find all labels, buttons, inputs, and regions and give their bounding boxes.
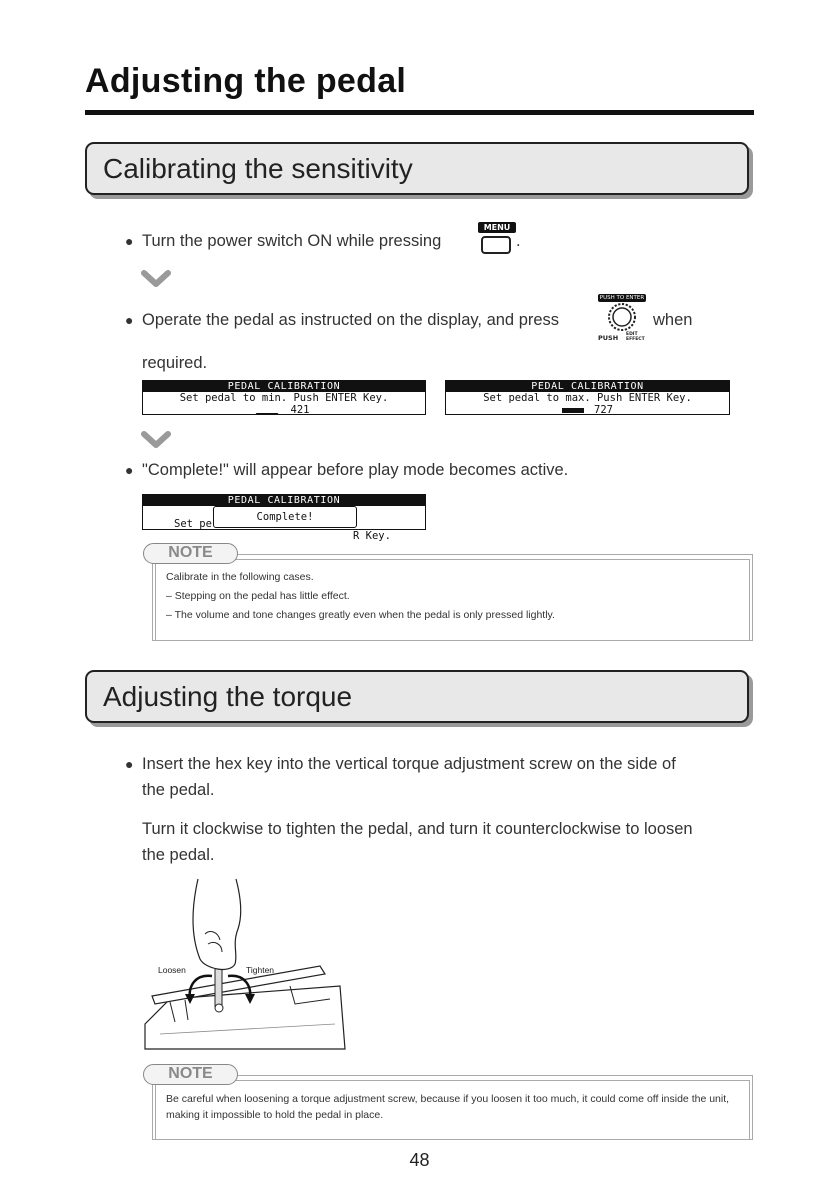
knob-push-label: PUSH: [598, 334, 619, 342]
step-text-line: the pedal.: [142, 781, 215, 799]
knob-dial-icon: [598, 302, 650, 332]
bullet-icon: ●: [125, 462, 134, 478]
note-content: [155, 559, 750, 641]
note-badge: NOTE: [143, 1064, 238, 1085]
page-number: 48: [409, 1150, 430, 1170]
step-text: Turn the power switch ON while pressing: [142, 232, 442, 250]
knob-top-label: PUSH TO ENTER: [599, 295, 645, 301]
enter-knob-icon: [598, 294, 650, 348]
bullet-icon: ●: [125, 756, 134, 772]
section-title: Calibrating the sensitivity: [103, 153, 413, 184]
note-box-torque: [152, 1076, 753, 1140]
page-title: Adjusting the pedal: [85, 62, 407, 100]
lcd-value-row: [446, 404, 729, 416]
lcd-value: 727: [594, 404, 613, 416]
torque-illustration: [140, 874, 350, 1054]
lcd-header: PEDAL CALIBRATION: [446, 381, 729, 392]
section-header-calibrating: [85, 142, 749, 195]
note-line: Calibrate in the following cases.: [166, 571, 314, 583]
lcd-instruction: Set pedal to max. Push ENTER Key.: [483, 392, 692, 404]
chevron-down-icon: [141, 431, 171, 449]
pedal-hand-drawing: [140, 874, 350, 1054]
note-line: – The volume and tone changes greatly even when the pedal is only pressed lightly.: [166, 609, 555, 621]
title-rule: [85, 110, 754, 115]
step-insert-hex-key: [125, 751, 676, 803]
lcd-calibration-max: [445, 380, 730, 415]
menu-key-label: MENU: [478, 222, 516, 233]
torque-paragraph: [142, 816, 693, 868]
paragraph-line: Turn it clockwise to tighten the pedal, and turn it counterclockwise to loosen: [142, 820, 693, 838]
lcd-calibration-min: [142, 380, 426, 415]
lcd-header: PEDAL CALIBRATION: [143, 381, 425, 392]
note-badge: NOTE: [143, 543, 238, 564]
lcd-header: PEDAL CALIBRATION: [143, 495, 425, 506]
pedal-max-icon: [562, 408, 584, 413]
step-when: when: [653, 311, 693, 329]
note-content: Be careful when loosening a torque adjustment screw, because if you loosen it too much, it could come off inside the unit, making it impossible to hold the pedal in place.: [155, 1080, 750, 1140]
knob-edit-label: EDIT EFFECT: [626, 332, 645, 342]
lcd-value: 421: [290, 404, 310, 416]
menu-button-shape: [481, 236, 511, 254]
lcd-calibration-complete: [142, 494, 426, 542]
step-required: required.: [142, 354, 208, 372]
step-text: Operate the pedal as instructed on the display, and press: [142, 311, 560, 329]
step-power-on: [125, 228, 442, 254]
step-text: "Complete!" will appear before play mode becomes active.: [142, 461, 569, 479]
note-line: – Stepping on the pedal has little effect.: [166, 590, 350, 602]
section-title: Adjusting the torque: [103, 681, 353, 712]
lcd-value-row: [143, 404, 425, 416]
note-box-calibration: [152, 555, 753, 641]
step-complete: [125, 457, 569, 483]
label-tighten: Tighten: [246, 965, 275, 975]
bullet-icon: ●: [125, 312, 134, 328]
lcd-text-left: Set pe: [174, 518, 212, 530]
lcd-text-right: R Key.: [353, 530, 391, 542]
menu-key-icon: [478, 222, 518, 262]
section-header-torque: [85, 670, 749, 723]
lcd-complete-popup: Complete!: [213, 506, 357, 528]
step-period: .: [516, 232, 521, 250]
pedal-min-icon: [254, 405, 284, 415]
step-text-line: Insert the hex key into the vertical torque adjustment screw on the side of: [142, 755, 676, 773]
paragraph-line: the pedal.: [142, 846, 215, 864]
bullet-icon: ●: [125, 233, 134, 249]
label-loosen: Loosen: [158, 965, 186, 975]
chevron-down-icon: [141, 270, 171, 288]
step-operate-pedal: [125, 307, 560, 333]
lcd-instruction: Set pedal to min. Push ENTER Key.: [179, 392, 389, 404]
